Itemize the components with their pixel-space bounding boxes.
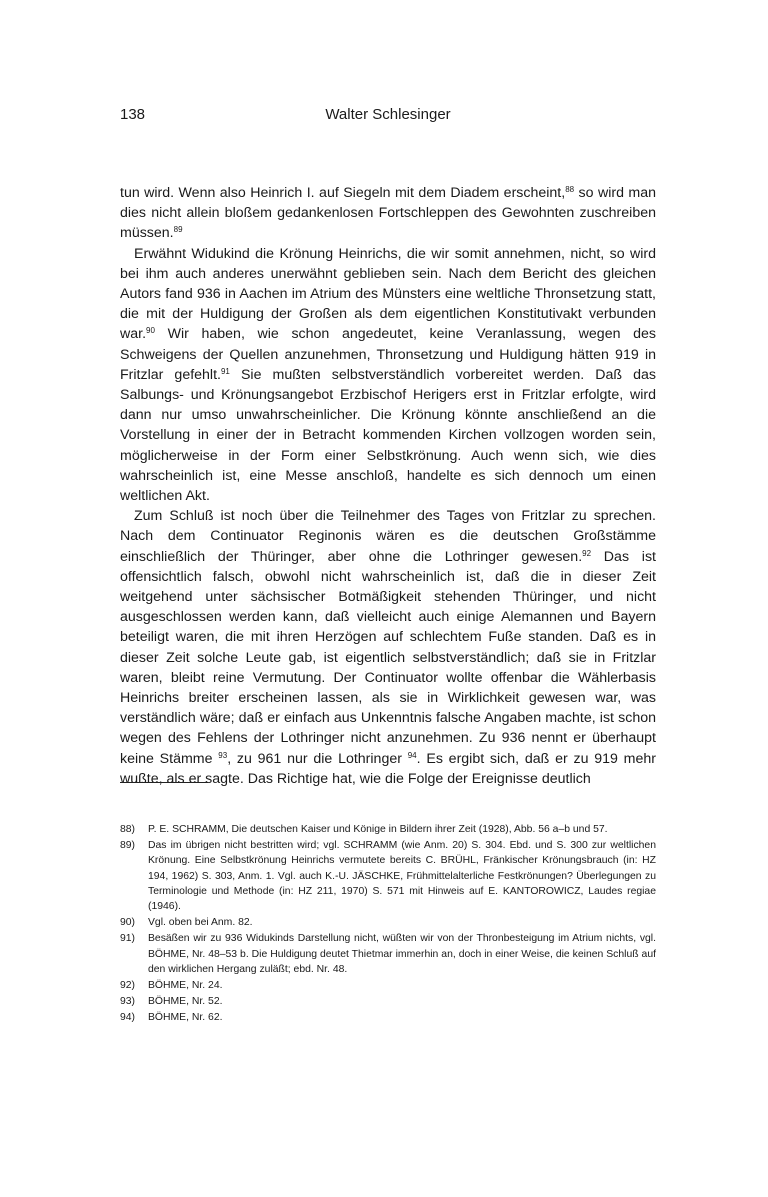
footnote-ref: 93 [218,750,228,760]
text-segment: . Es ergibt sich, daß er zu 919 mehr wußte, als er sagte. Das Richtige hat, wie die Folge der Ereignisse deutlich [120,750,656,787]
paragraph-3 [120,506,656,789]
footnote-ref: 94 [407,750,417,760]
footnote-ref: 91 [220,366,230,376]
footnote-text: Vgl. oben bei Anm. 82. [148,917,253,929]
footnote-88 [120,822,656,837]
footnote-number: 93) [120,996,136,1008]
paragraph-1 [120,183,656,244]
main-text [120,183,656,789]
footnote-text: BÖHME, Nr. 62. [148,1012,223,1024]
running-head: Walter Schlesinger [325,106,451,123]
footnote-91 [120,931,656,977]
text-segment: Zum Schluß ist noch über die Teilnehmer des Tages von Fritzlar zu sprechen. Nach dem Continuator Reginonis wären es die deutschen Großstämme einschließlich der Thüringer, aber ohne die Lothringer gewesen. [120,508,656,565]
footnote-text: Das im übrigen nicht bestritten wird; vgl. SCHRAMM (wie Anm. 20) S. 304. Ebd. und S. 300 zur weltlichen Krönung. Eine Selbstkrönung Heinrichs vermutete bereits C. BRÜHL, Fränkischer Krönungsbrauch (in: HZ 194, 1962) S. 303, Anm. 1. Vgl. auch K.-U. JÄSCHKE, Frühmittelalterliche Festkrönungen? Überlegungen zu Terminologie und Methode (in: HZ 211, 1970) S. 571 mit Hinweis auf E. KANTOROWICZ, Laudes regiae (1946). [148,840,656,913]
text-segment: Wir haben, wie schon angedeutet, keine Veranlassung, wegen des Schweigens der Quellen anzunehmen, Thronsetzung und Huldigung hätten 919 in Fritzlar gefehlt. [120,326,656,383]
text-segment: tun wird. Wenn also Heinrich I. auf Siegeln mit dem Diadem erscheint, [120,185,566,201]
footnote-92 [120,978,656,993]
page-header [120,106,656,128]
footnote-90 [120,915,656,930]
footnote-94 [120,1010,656,1025]
text-segment: so wird man dies nicht allein bloßem gedankenlosen Fortschleppen des Gewohnten zuschreiben müssen. [120,185,657,242]
footnote-number: 94) [120,1012,136,1024]
footnote-number: 92) [120,980,136,992]
footnote-text: Besäßen wir zu 936 Widukinds Darstellung nicht, wüßten wir von der Thronbesteigung im Atrium nichts, vgl. BÖHME, Nr. 48–53 b. Die Huldigung deutet Thietmar immerhin an, doch in einer Weise, die keinen Schluß auf den wirklichen Hergang zuläßt; ebd. Nr. 48. [148,933,656,975]
footnote-89 [120,838,656,914]
footnote-number: 91) [120,933,136,945]
footnote-text: BÖHME, Nr. 52. [148,996,223,1008]
footnote-text: BÖHME, Nr. 24. [148,980,223,992]
text-segment: Sie mußten selbstverständlich vorbereitet werden. Daß das Salbungs- und Krönungsangebot Erzbischof Herigers erst in Fritzlar erfolgte, wird dann nur umso unwahrscheinlicher. Die Krönung könnte anschließend an die Vorstellung in einer der in Betracht kommenden Kirchen vollzogen worden sein, möglicherweise in der Form einer Selbstkrönung. Auch wenn sich, wie dies wahrscheinlich ist, eine Messe anschloß, handelte es sich dennoch um einen weltlichen Akt. [120,366,656,505]
footnote-93 [120,994,656,1009]
footnote-ref: 89 [173,225,183,235]
text-segment: Erwähnt Widukind die Krönung Heinrichs, die wir somit annehmen, nicht, so wird bei ihm auch anderes unerwähnt geblieben sein. Nach dem Bericht des gleichen Autors fand 936 in Aachen im Atrium des Münsters eine weltliche Thronsetzung statt, die mit der Huldigung der Großen als dem eigentlichen Konstitutivakt verbunden war. [120,245,656,343]
footnote-ref: 88 [565,185,575,194]
text-segment: Das ist offensichtlich falsch, obwohl nicht wahrscheinlich ist, daß die in dieser Zeit weitgehend unter sächsischer Botmäßigkeit stehenden Thüringer, und nicht ausgeschlossen werden kann, daß vielleicht auch einige Alemannen und Bayern beteiligt waren, die mit ihren Herzögen auf schlechtem Fuße standen. Daß es in dieser Zeit solche Leute gab, ist eigentlich selbstverständlich; daß sie in Fritzlar waren, bleibt reine Vermutung. Der Continuator wollte offenbar die Wählerbasis Heinrichs breiter erscheinen lassen, als sie in Wirklichkeit gewesen war, was verständlich wäre; daß er einfach aus Unkenntnis falsche Angaben machte, ist schon wegen des Fehlens der Lothringer nicht anzunehmen. Zu 936 nennt er überhaupt keine Stämme [120,548,656,767]
footnotes [120,822,656,1026]
paragraph-2 [120,244,656,507]
footnote-number: 90) [120,917,136,929]
footnote-separator [120,782,208,783]
page-number: 138 [120,106,146,123]
footnote-ref: 90 [146,326,155,336]
footnote-text: P. E. SCHRAMM, Die deutschen Kaiser und Könige in Bildern ihrer Zeit (1928), Abb. 56 a–b und 57. [148,824,608,835]
footnote-ref: 92 [582,548,592,558]
text-segment: , zu 961 nur die Lothringer [227,750,408,767]
footnote-number: 89) [120,840,136,852]
footnote-number: 88) [120,824,136,835]
